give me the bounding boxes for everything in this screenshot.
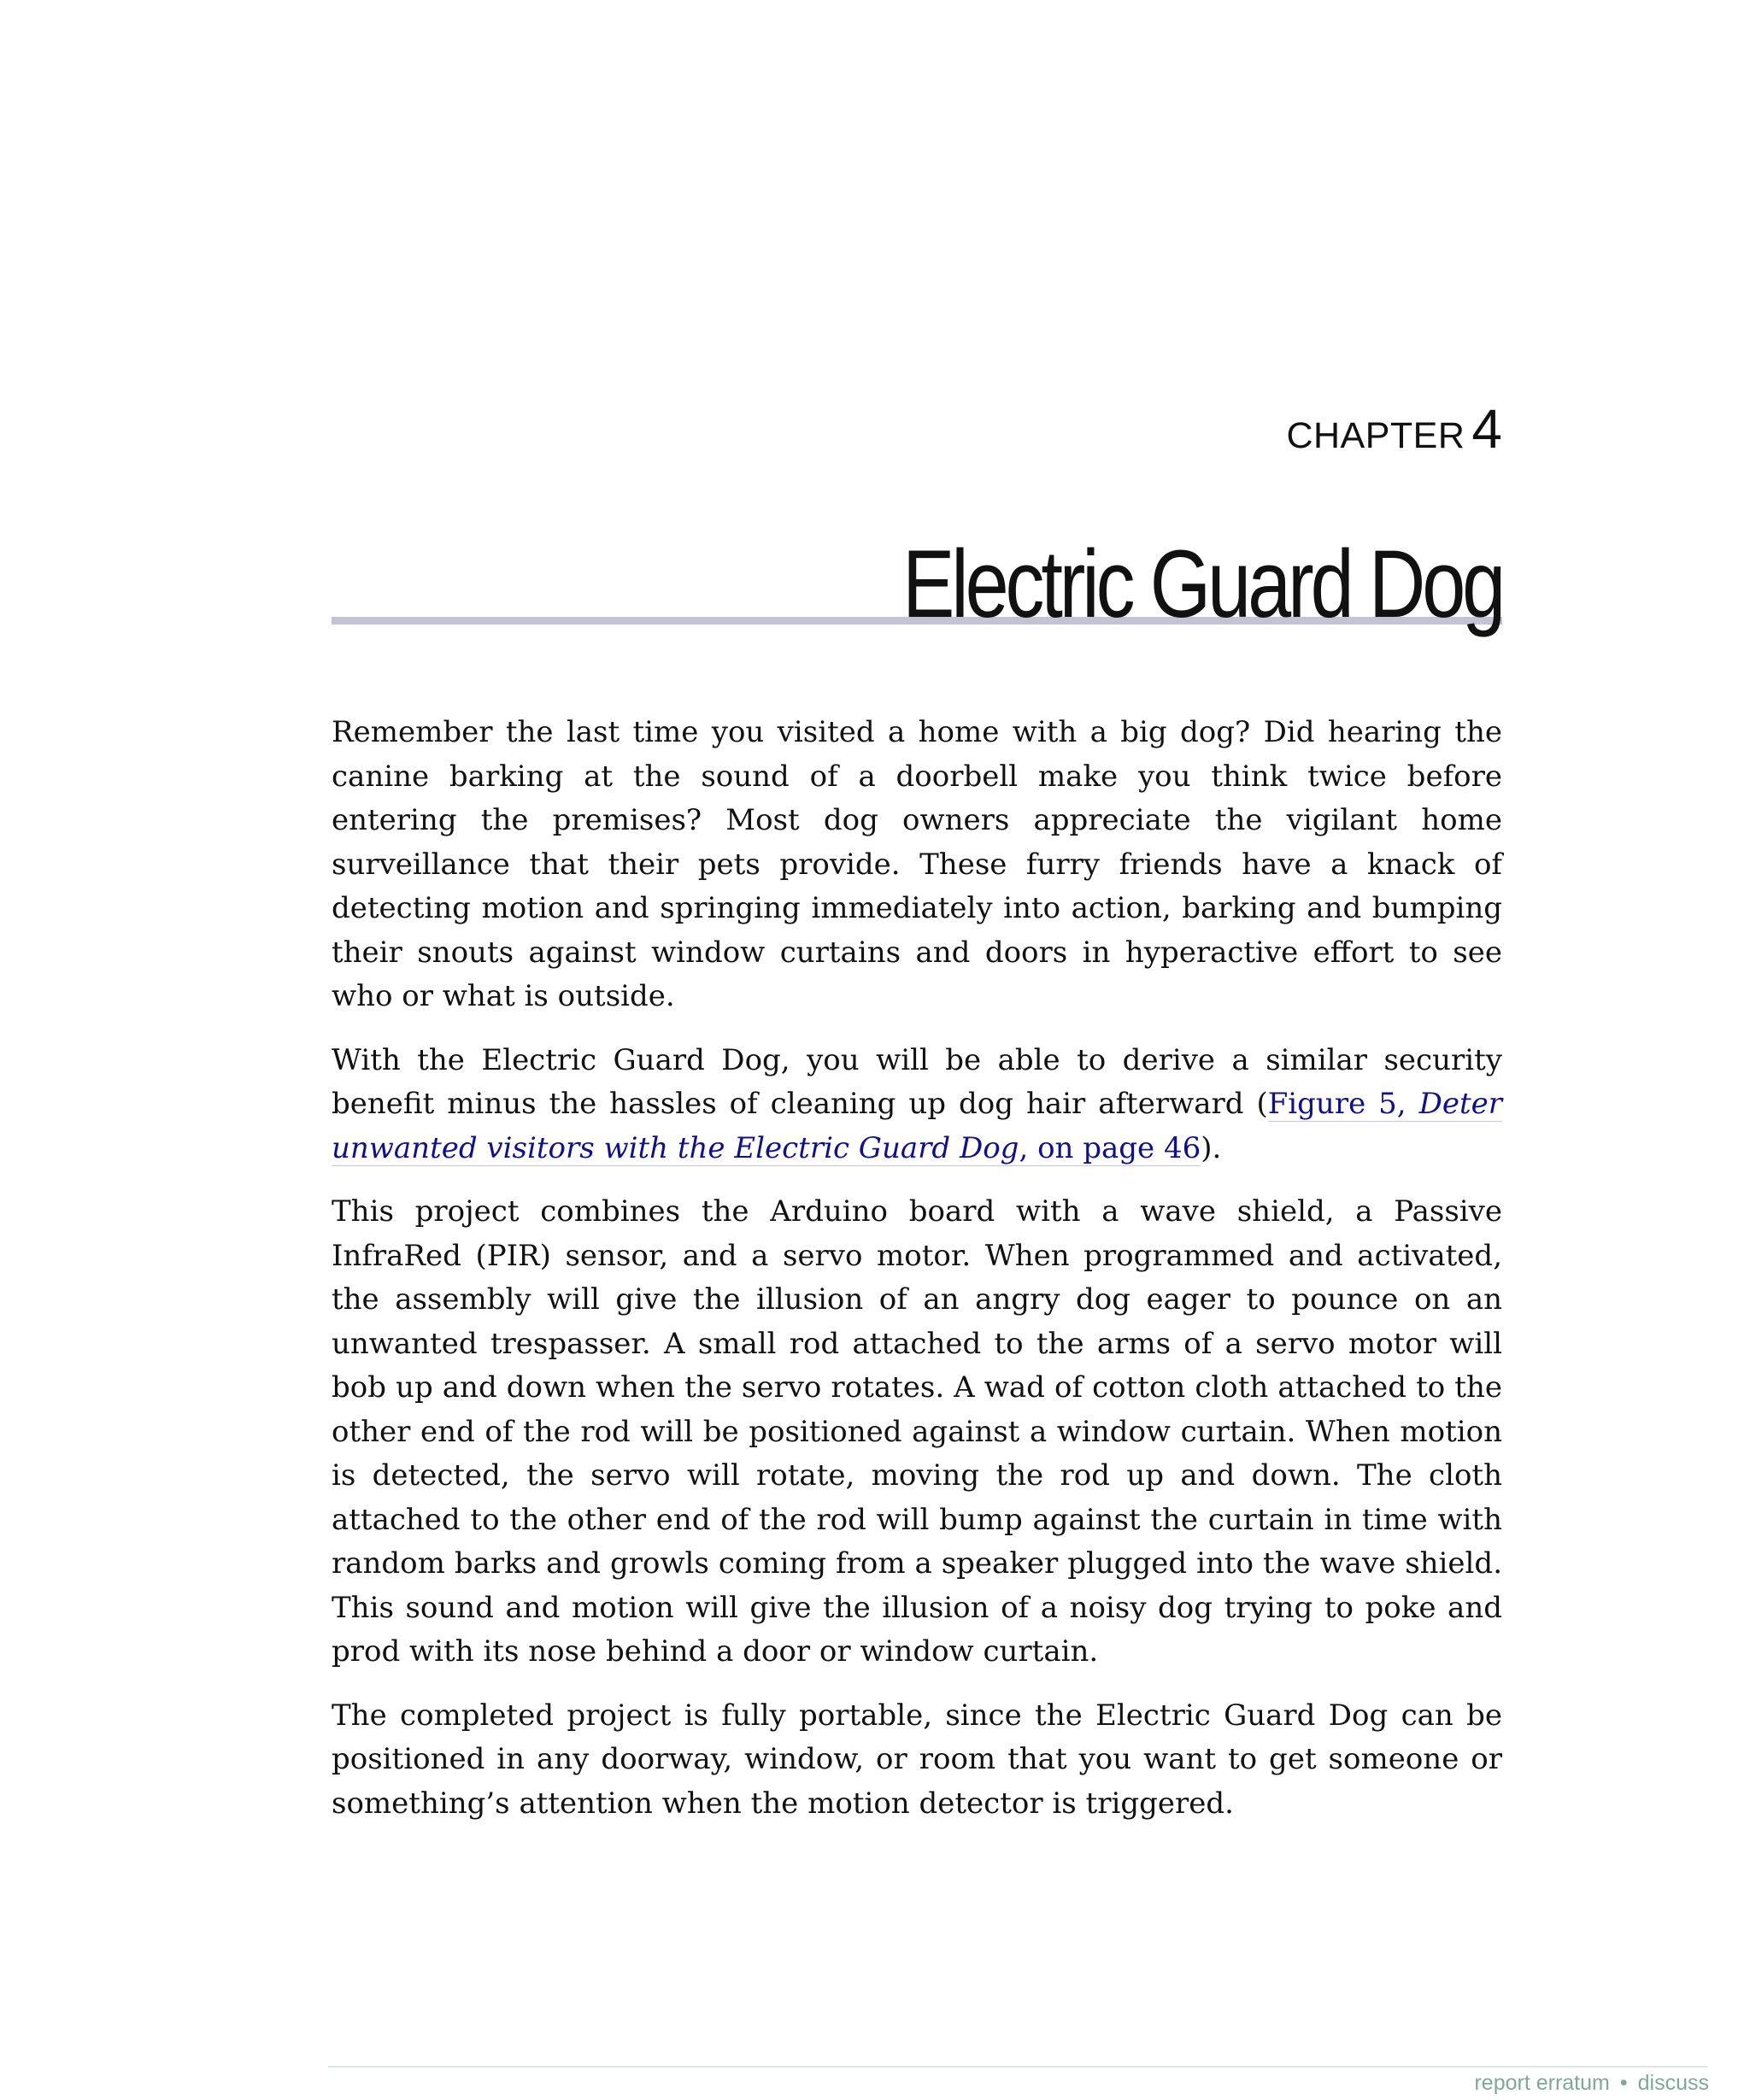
paragraph-1: Remember the last time you visited a home with a big dog? Did hearing the canine barking at the sound of a doorbell make you think twice before entering the premises? Most dog owners appreciate the vigilant home surveillance that their pets provide. These furry friends have a knack of detecting motion and springing immediately into action, barking and bumping their snouts against window curtains and doors in hyperactive effort to see who or what is outside. [332, 715, 1502, 1013]
chapter-word: CHAPTER [1286, 415, 1465, 456]
paragraph-4: The completed project is fully portable, since the Electric Guard Dog can be positioned in any doorway, window, or room that you want to get someone or something’s attention when the motion detector is triggered. [332, 1698, 1502, 1821]
footer-links [1474, 2071, 1709, 2096]
chapter-number: 4 [1471, 398, 1502, 460]
discuss-link[interactable]: discuss [1637, 2071, 1709, 2095]
chapter-title: Electric Guard Dog [901, 531, 1502, 637]
xref-figure-caption: Deter unwanted visitors with the Electric Guard Dog [332, 1087, 1502, 1165]
chapter-body [332, 711, 1502, 1845]
report-erratum-link[interactable]: report erratum [1474, 2071, 1610, 2095]
paragraph-2-text-after: ). [1201, 1130, 1222, 1165]
paragraph-2 [332, 1039, 1502, 1171]
xref-page-reference: , on page 46 [1019, 1130, 1201, 1165]
xref-figure-number: Figure 5, [1267, 1087, 1419, 1121]
paragraph-3: This project combines the Arduino board with a wave shield, a Passive InfraRed (PIR) sensor, and a servo motor. When programmed and activated, the assembly will give the illusion of an angry dog eager to pounce on an unwanted trespasser. A small rod attached to the arms of a servo motor will bob up and down when the servo rotates. A wad of cotton cloth attached to the other end of the rod will be positioned against a window curtain. When motion is detected, the servo will rotate, moving the rod up and down. The cloth attached to the other end of the rod will bump against the curtain in time with random barks and growls coming from a speaker plugged into the wave shield. This sound and motion will give the illusion of a noisy dog trying to poke and prod with its nose behind a door or window curtain. [332, 1194, 1502, 1669]
footer-rule [328, 2066, 1707, 2068]
footer-separator: • [1619, 2071, 1628, 2095]
chapter-label [1286, 398, 1502, 460]
paragraph-2-text-before: With the Electric Guard Dog, you will be able to derive a similar security benefit minus the hassles of cleaning up dog hair afterward ( [332, 1042, 1502, 1121]
